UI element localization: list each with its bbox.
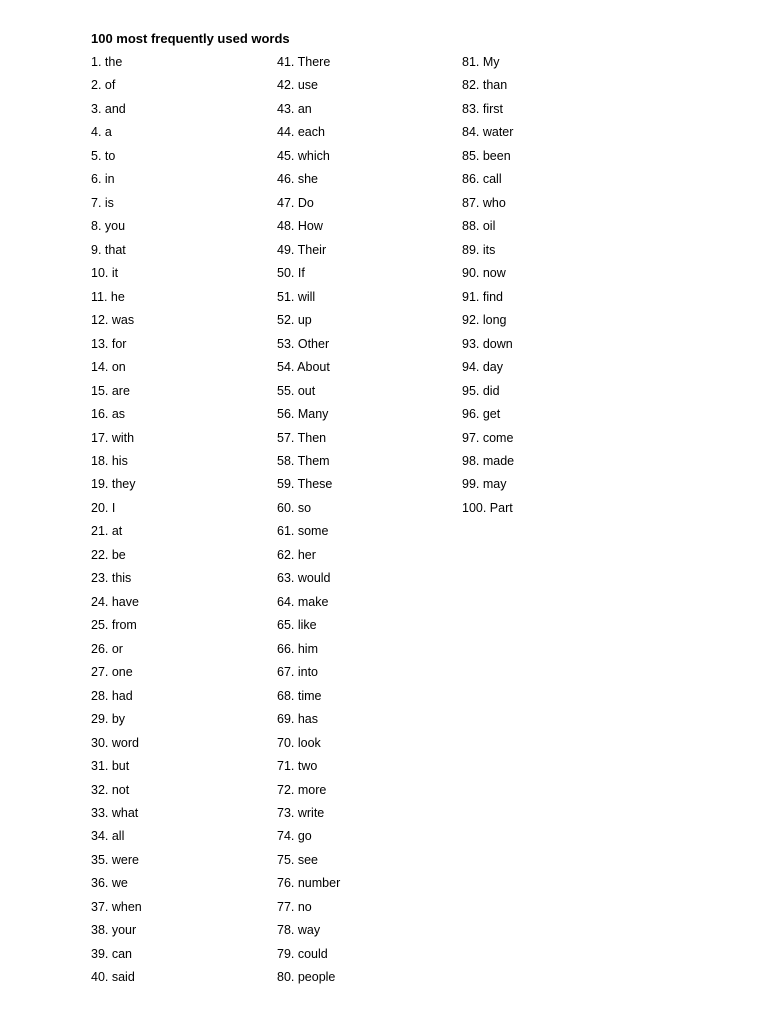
word-item: 24. have xyxy=(91,594,139,609)
word-item: 60. so xyxy=(277,500,312,515)
word-item: 87. who xyxy=(462,195,506,210)
word-item: 36. we xyxy=(91,876,128,891)
word-item: 67. into xyxy=(277,665,319,680)
word-item: 78. way xyxy=(277,923,321,938)
word-item: 86. call xyxy=(462,172,502,187)
word-item: 48. How xyxy=(277,219,323,234)
word-item: 90. now xyxy=(462,266,506,281)
word-item: 34. all xyxy=(91,829,125,844)
word-item: 5. to xyxy=(91,148,116,163)
word-item: 58. Them xyxy=(277,453,330,468)
word-item: 32. not xyxy=(91,782,130,797)
word-item: 89. its xyxy=(462,242,496,257)
word-item: 83. first xyxy=(462,101,503,116)
word-item: 79. could xyxy=(277,946,328,961)
word-item: 2. of xyxy=(91,78,116,93)
word-item: 62. her xyxy=(277,547,316,562)
word-item: 94. day xyxy=(462,360,504,375)
word-item: 91. find xyxy=(462,289,504,304)
word-item: 9. that xyxy=(91,242,126,257)
word-item: 25. from xyxy=(91,618,137,633)
word-item: 44. each xyxy=(277,125,325,140)
word-item: 74. go xyxy=(277,829,312,844)
word-column-2 xyxy=(277,52,340,991)
word-item: 84. water xyxy=(462,125,514,140)
word-item: 80. people xyxy=(277,970,336,985)
word-item: 40. said xyxy=(91,970,135,985)
word-item: 16. as xyxy=(91,407,126,422)
word-item: 30. word xyxy=(91,735,139,750)
word-item: 27. one xyxy=(91,665,133,680)
word-item: 76. number xyxy=(277,876,341,891)
word-item: 71. two xyxy=(277,759,318,774)
word-item: 69. has xyxy=(277,712,319,727)
word-item: 55. out xyxy=(277,383,316,398)
word-item: 63. would xyxy=(277,571,331,586)
word-item: 47. Do xyxy=(277,195,314,210)
word-item: 93. down xyxy=(462,336,513,351)
word-item: 99. may xyxy=(462,477,507,492)
word-item: 14. on xyxy=(91,360,126,375)
word-item: 8. you xyxy=(91,219,126,234)
word-item: 23. this xyxy=(91,571,132,586)
word-item: 28. had xyxy=(91,688,133,703)
word-item: 11. he xyxy=(91,289,125,304)
word-item: 31. but xyxy=(91,759,130,774)
word-item: 92. long xyxy=(462,313,507,328)
word-item: 46. she xyxy=(277,172,319,187)
word-item: 81. My xyxy=(462,55,500,69)
word-item: 51. will xyxy=(277,289,316,304)
word-item: 61. some xyxy=(277,524,329,539)
word-item: 95. did xyxy=(462,383,500,398)
word-item: 53. Other xyxy=(277,336,330,351)
word-item: 20. I xyxy=(91,500,116,515)
word-column-1 xyxy=(91,52,142,991)
word-item: 88. oil xyxy=(462,219,496,234)
word-item: 39. can xyxy=(91,946,133,961)
word-column-3 xyxy=(462,52,514,521)
word-item: 45. which xyxy=(277,148,330,163)
word-item: 98. made xyxy=(462,453,515,468)
word-item: 4. a xyxy=(91,125,112,140)
word-item: 43. an xyxy=(277,101,312,116)
word-item: 64. make xyxy=(277,594,329,609)
word-item: 52. up xyxy=(277,313,312,328)
word-item: 82. than xyxy=(462,78,508,93)
word-item: 37. when xyxy=(91,899,142,914)
word-item: 96. get xyxy=(462,407,501,422)
word-item: 33. what xyxy=(91,806,139,820)
word-item: 57. Then xyxy=(277,430,327,445)
word-item: 22. be xyxy=(91,547,126,562)
word-item: 35. were xyxy=(91,852,139,867)
word-item: 18. his xyxy=(91,453,128,468)
word-item: 49. Their xyxy=(277,242,327,257)
word-item: 3. and xyxy=(91,101,126,116)
word-item: 68. time xyxy=(277,688,322,703)
word-item: 19. they xyxy=(91,477,136,492)
page-title: 100 most frequently used words xyxy=(91,31,290,46)
word-item: 41. There xyxy=(277,55,331,69)
word-item: 12. was xyxy=(91,313,135,328)
word-item: 38. your xyxy=(91,923,137,938)
word-item: 17. with xyxy=(91,430,135,445)
word-item: 73. write xyxy=(277,806,325,820)
word-item: 54. About xyxy=(277,360,330,375)
word-item: 75. see xyxy=(277,852,319,867)
word-item: 66. him xyxy=(277,641,318,656)
word-item: 10. it xyxy=(91,266,119,281)
word-item: 65. like xyxy=(277,618,317,633)
word-item: 13. for xyxy=(91,336,127,351)
word-item: 85. been xyxy=(462,148,511,163)
word-item: 97. come xyxy=(462,430,514,445)
word-item: 50. If xyxy=(277,266,305,281)
word-item: 59. These xyxy=(277,477,333,492)
word-item: 70. look xyxy=(277,735,321,750)
word-item: 72. more xyxy=(277,782,327,797)
word-item: 56. Many xyxy=(277,407,329,422)
word-item: 6. in xyxy=(91,172,115,187)
word-item: 42. use xyxy=(277,78,319,93)
word-item: 21. at xyxy=(91,524,123,539)
word-item: 7. is xyxy=(91,195,114,210)
word-item: 1. the xyxy=(91,55,123,69)
word-item: 77. no xyxy=(277,899,312,914)
word-item: 26. or xyxy=(91,641,123,656)
word-item: 15. are xyxy=(91,383,130,398)
word-item: 29. by xyxy=(91,712,126,727)
word-item: 100. Part xyxy=(462,500,513,515)
